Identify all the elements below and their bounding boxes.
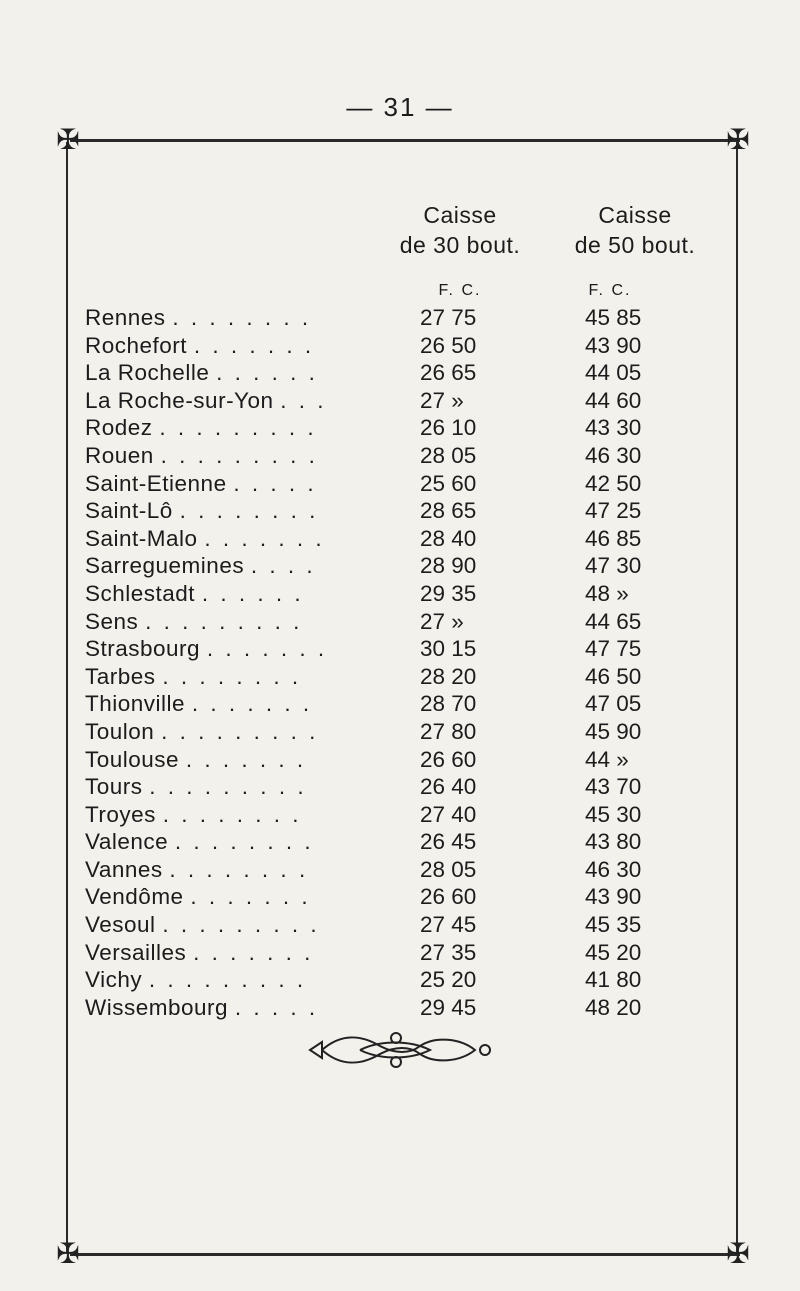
price-50-bottles: 45 85 [585, 305, 642, 330]
leader-dots: . . . . . [234, 994, 319, 1020]
table-row [85, 359, 735, 387]
price-30-bottles: 28 65 [420, 498, 477, 524]
city-name: Thionville [85, 691, 186, 717]
city-name: Tarbes [85, 663, 156, 689]
city-name: Rennes [85, 305, 166, 330]
city-cell [85, 387, 365, 415]
price-30-bottles: 29 45 [420, 994, 477, 1020]
city-name: Rouen [85, 442, 154, 468]
city-cell [85, 414, 365, 442]
column-header-line: de 50 bout. [574, 232, 696, 258]
price-50-bottles: 46 30 [585, 856, 642, 882]
city-cell [85, 525, 365, 553]
table-row [85, 552, 735, 580]
price-50-bottles: 45 20 [585, 939, 642, 965]
price-50-bottles: 45 90 [585, 718, 642, 744]
city-cell [85, 663, 365, 691]
city-cell [85, 746, 365, 774]
table-row [85, 635, 735, 663]
table-row [85, 856, 735, 884]
city-name: Rochefort [85, 332, 188, 358]
corner-ornament-icon: ✠ [56, 1238, 80, 1269]
city-cell [85, 332, 365, 360]
table-row [85, 497, 735, 525]
table-row [85, 746, 735, 774]
city-cell [85, 828, 365, 856]
column-header-30-bottles [395, 200, 525, 260]
price-50-bottles: 47 30 [585, 553, 642, 579]
price-30-bottles: 26 65 [420, 360, 477, 386]
leader-dots: . . . . [250, 553, 316, 579]
city-name: Sens [85, 608, 139, 634]
city-cell [85, 304, 365, 332]
price-50-bottles: 43 30 [585, 415, 642, 441]
table-row [85, 773, 735, 801]
price-30-bottles: 25 60 [420, 470, 477, 496]
price-30-bottles: 26 60 [420, 884, 477, 910]
price-30-bottles: 28 70 [420, 691, 477, 717]
price-30-bottles: 30 15 [420, 636, 477, 662]
table-row [85, 966, 735, 994]
column-header-line: de 30 bout. [399, 232, 521, 258]
price-30-bottles: 28 20 [420, 663, 477, 689]
city-name: Strasbourg [85, 636, 201, 662]
price-50-bottles: 48 20 [585, 994, 642, 1020]
table-row [85, 442, 735, 470]
leader-dots: . . . . . . . [193, 332, 315, 358]
city-name: Saint-Lô [85, 498, 173, 524]
price-50-bottles: 43 90 [585, 332, 642, 358]
city-name: Vichy [85, 967, 143, 993]
price-50-bottles: 44 05 [585, 360, 642, 386]
price-50-bottles: 45 30 [585, 801, 642, 827]
unit-label-30: F. C. [438, 282, 482, 299]
corner-ornament-icon: ✠ [56, 124, 80, 155]
fleuron-ornament-icon [300, 1030, 500, 1070]
price-30-bottles: 28 05 [420, 442, 477, 468]
leader-dots: . . . . . . . . . [161, 718, 319, 744]
city-name: Rodez [85, 415, 153, 441]
table-row [85, 939, 735, 967]
city-cell [85, 911, 365, 939]
leader-dots: . . . . . . . . . [160, 442, 318, 468]
leader-dots: . . . . . . . . [169, 856, 309, 882]
frame-rule-left [66, 142, 68, 1253]
leader-dots: . . . . . . . . . [159, 415, 317, 441]
price-30-bottles: 28 90 [420, 553, 477, 579]
price-30-bottles: 29 35 [420, 580, 477, 606]
city-cell [85, 966, 365, 994]
city-cell [85, 773, 365, 801]
table-row [85, 911, 735, 939]
price-50-bottles: 44 60 [585, 387, 642, 413]
price-50-bottles: 47 05 [585, 691, 642, 717]
city-name: Sarreguemines [85, 553, 245, 579]
leader-dots: . . . . . . . [185, 746, 307, 772]
price-30-bottles: 26 10 [420, 415, 477, 441]
table-row [85, 470, 735, 498]
city-cell [85, 442, 365, 470]
price-30-bottles: 26 60 [420, 746, 477, 772]
price-30-bottles: 25 20 [420, 967, 477, 993]
leader-dots: . . . . . . . [190, 884, 311, 910]
city-cell [85, 580, 365, 608]
price-30-bottles: 26 50 [420, 332, 477, 358]
leader-dots: . . . . . . . [204, 525, 325, 551]
city-name: Schlestadt [85, 580, 196, 606]
city-cell [85, 470, 365, 498]
price-50-bottles: 43 70 [585, 774, 642, 800]
leader-dots: . . . . . [233, 470, 317, 496]
column-header-line: Caisse [423, 202, 497, 228]
price-30-bottles: 27 35 [420, 939, 477, 965]
corner-ornament-icon: ✠ [726, 1238, 750, 1269]
unit-label-50: F. C. [588, 282, 632, 299]
table-row [85, 608, 735, 636]
frame-rule-bottom [70, 1253, 740, 1256]
city-cell [85, 801, 365, 829]
price-30-bottles: 28 05 [420, 856, 477, 882]
price-50-bottles: 46 85 [585, 525, 642, 551]
city-name: Versailles [85, 939, 187, 965]
city-name: Toulon [85, 718, 155, 744]
table-row [85, 663, 735, 691]
leader-dots: . . . . . . . . . [145, 608, 303, 634]
table-row [85, 801, 735, 829]
table-row [85, 525, 735, 553]
city-cell [85, 883, 365, 911]
city-cell [85, 939, 365, 967]
city-cell [85, 718, 365, 746]
city-name: Troyes [85, 801, 156, 827]
city-name: Wissembourg [85, 994, 229, 1020]
city-cell [85, 552, 365, 580]
city-name: Vesoul [85, 912, 156, 938]
price-30-bottles: 28 40 [420, 525, 477, 551]
price-30-bottles: 26 45 [420, 829, 477, 855]
price-50-bottles: 43 90 [585, 884, 642, 910]
price-50-bottles: 43 80 [585, 829, 642, 855]
price-30-bottles: 27 45 [420, 912, 477, 938]
table-row [85, 580, 735, 608]
price-30-bottles: 27 75 [420, 305, 477, 330]
leader-dots: . . . . . . . . [174, 829, 314, 855]
price-50-bottles: 48 » [585, 580, 629, 606]
price-50-bottles: 41 80 [585, 967, 642, 993]
price-30-bottles: 27 80 [420, 718, 477, 744]
leader-dots: . . . . . . . . [179, 498, 319, 524]
city-name: Valence [85, 829, 169, 855]
leader-dots: . . . . . . . . . [149, 774, 307, 800]
table-row [85, 690, 735, 718]
city-cell [85, 497, 365, 525]
leader-dots: . . . . . . . . [162, 663, 302, 689]
leader-dots: . . . . . . . . [162, 801, 302, 827]
price-30-bottles: 27 40 [420, 801, 477, 827]
city-name: La Rochelle [85, 360, 210, 386]
city-name: La Roche-sur-Yon [85, 387, 274, 413]
city-name: Vendôme [85, 884, 184, 910]
price-50-bottles: 47 25 [585, 498, 642, 524]
city-cell [85, 690, 365, 718]
corner-ornament-icon: ✠ [726, 124, 750, 155]
leader-dots: . . . [280, 387, 327, 413]
frame-rule-right [736, 142, 738, 1253]
price-50-bottles: 45 35 [585, 912, 642, 938]
leader-dots: . . . . . . . [193, 939, 314, 965]
table-row [85, 994, 735, 1022]
city-cell [85, 359, 365, 387]
price-30-bottles: 26 40 [420, 774, 477, 800]
city-name: Saint-Malo [85, 525, 198, 551]
city-cell [85, 635, 365, 663]
page-number: — 31 — [346, 92, 454, 122]
price-50-bottles: 44 65 [585, 608, 642, 634]
city-name: Toulouse [85, 746, 180, 772]
price-30-bottles: 27 » [420, 387, 464, 413]
leader-dots: . . . . . . . [191, 691, 313, 717]
price-50-bottles: 42 50 [585, 470, 642, 496]
price-50-bottles: 46 50 [585, 663, 642, 689]
frame-rule-top [70, 139, 740, 142]
table-row [85, 304, 735, 332]
column-header-line: Caisse [598, 202, 672, 228]
price-table [85, 304, 735, 1021]
leader-dots: . . . . . . [216, 360, 318, 386]
leader-dots: . . . . . . . . [172, 305, 312, 330]
price-50-bottles: 46 30 [585, 442, 642, 468]
city-cell [85, 994, 365, 1022]
city-name: Vannes [85, 856, 163, 882]
price-50-bottles: 47 75 [585, 636, 642, 662]
table-row [85, 414, 735, 442]
table-row [85, 718, 735, 746]
table-row [85, 828, 735, 856]
city-name: Tours [85, 774, 143, 800]
price-30-bottles: 27 » [420, 608, 464, 634]
leader-dots: . . . . . . . . . [162, 912, 320, 938]
table-row [85, 883, 735, 911]
leader-dots: . . . . . . . . . [148, 967, 307, 993]
city-name: Saint-Etienne [85, 470, 227, 496]
table-row [85, 332, 735, 360]
city-cell [85, 856, 365, 884]
price-50-bottles: 44 » [585, 746, 629, 772]
leader-dots: . . . . . . [201, 580, 304, 606]
table-row [85, 387, 735, 415]
column-header-50-bottles [545, 200, 725, 260]
leader-dots: . . . . . . . [206, 636, 328, 662]
city-cell [85, 608, 365, 636]
